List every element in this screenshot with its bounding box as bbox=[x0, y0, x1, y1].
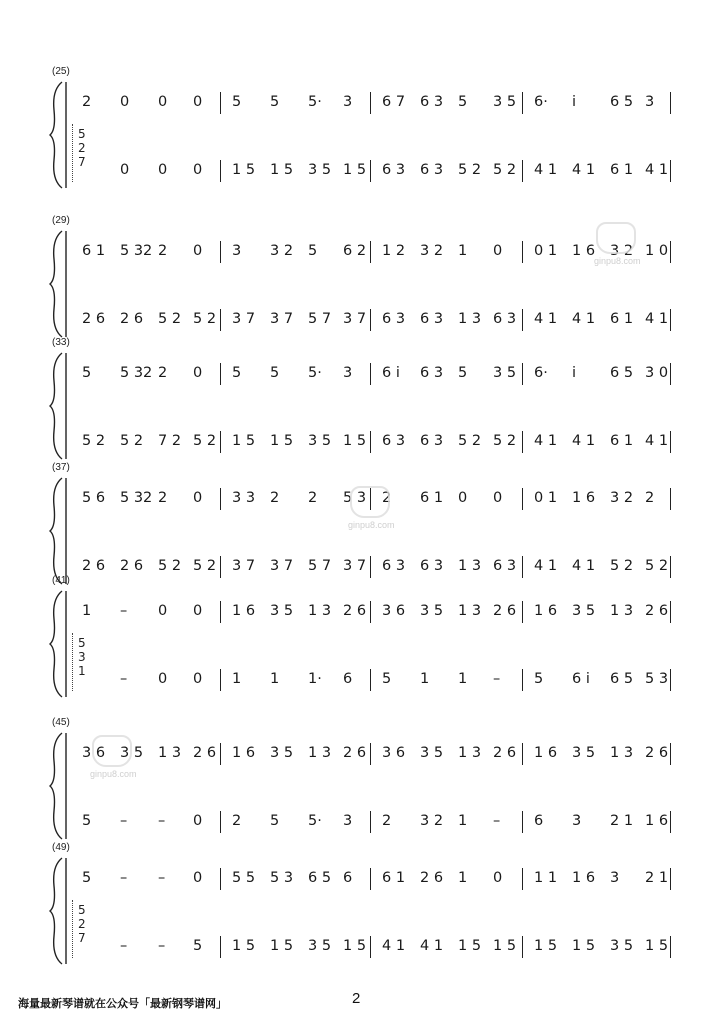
watermark-logo bbox=[92, 735, 132, 767]
bar-line bbox=[670, 241, 671, 263]
note-group: 3 0 bbox=[645, 365, 669, 381]
note-group: 3 5 bbox=[270, 745, 294, 761]
note-group: 0 bbox=[193, 243, 203, 259]
treble-staff bbox=[70, 237, 670, 265]
note-group: 0 bbox=[193, 870, 203, 886]
note-group: – bbox=[158, 813, 166, 829]
bass-staff bbox=[70, 932, 670, 960]
system-brace bbox=[48, 856, 68, 966]
note-group: 1 5 bbox=[343, 162, 367, 178]
note-group: 1 5 bbox=[232, 938, 256, 954]
note-group: 1 3 bbox=[458, 558, 482, 574]
note-group: 1 3 bbox=[158, 745, 182, 761]
measure-number: (45) bbox=[52, 717, 70, 728]
note-group: 3 2 bbox=[270, 243, 294, 259]
note-group: 3 5 bbox=[308, 433, 332, 449]
system-brace bbox=[48, 351, 68, 461]
note-group: 3 6 bbox=[382, 603, 406, 619]
note-group: 6 7 bbox=[382, 94, 406, 110]
note-group: 5 bbox=[270, 94, 280, 110]
note-group: 3 5 bbox=[120, 745, 144, 761]
note-group: 2 1 bbox=[610, 813, 634, 829]
note-group: – bbox=[120, 603, 128, 619]
note-group: 5 2 bbox=[458, 162, 482, 178]
note-group: 2 6 bbox=[493, 745, 517, 761]
treble-staff bbox=[70, 88, 670, 116]
note-group: 3 5 bbox=[610, 938, 634, 954]
note-group: 4 1 bbox=[645, 162, 669, 178]
bar-line bbox=[670, 669, 671, 691]
note-group: 3 bbox=[645, 94, 655, 110]
note-group: 2 6 bbox=[120, 311, 144, 327]
note-group: 5 2 bbox=[120, 433, 144, 449]
note-group: 4 1 bbox=[572, 558, 596, 574]
note-group: 2 6 bbox=[420, 870, 444, 886]
chord-note: 5 bbox=[78, 636, 86, 650]
arpeggio-line bbox=[72, 124, 75, 182]
chord-note: 7 bbox=[78, 155, 86, 169]
measure-number: (33) bbox=[52, 337, 70, 348]
note-group: 1 6 bbox=[572, 490, 596, 506]
note-group: 0 bbox=[193, 365, 203, 381]
bar-line bbox=[670, 743, 671, 765]
note-group: 2 6 bbox=[645, 745, 669, 761]
note-group: 6 bbox=[534, 813, 544, 829]
arpeggio-line bbox=[72, 633, 75, 691]
note-group: 1 1 bbox=[534, 870, 558, 886]
note-group: 5 bbox=[82, 870, 92, 886]
watermark-text: ginpu8.com bbox=[348, 520, 395, 530]
note-group: 1 bbox=[232, 671, 242, 687]
bass-staff bbox=[70, 156, 670, 184]
note-group: 4 1 bbox=[420, 938, 444, 954]
bass-staff bbox=[70, 427, 670, 455]
note-group: 6 i bbox=[382, 365, 400, 381]
note-group: 3 5 bbox=[308, 162, 332, 178]
note-group: 1 bbox=[458, 671, 468, 687]
note-group: 5 bbox=[232, 94, 242, 110]
note-group: 3 5 bbox=[493, 365, 517, 381]
note-group: 1 3 bbox=[458, 745, 482, 761]
note-group: 2 1 bbox=[645, 870, 669, 886]
score-system bbox=[0, 842, 725, 967]
note-group: 1 bbox=[458, 813, 468, 829]
chord-note: 2 bbox=[78, 141, 86, 155]
note-group: 0 bbox=[120, 162, 130, 178]
note-group: 1 3 bbox=[308, 745, 332, 761]
note-group: 5 2 bbox=[493, 433, 517, 449]
note-group: 1 5 bbox=[343, 433, 367, 449]
note-group: 6 3 bbox=[420, 94, 444, 110]
note-group: 2 bbox=[382, 813, 392, 829]
note-group: 5 2 bbox=[193, 558, 217, 574]
bass-staff bbox=[70, 305, 670, 333]
note-group: i bbox=[572, 365, 577, 381]
note-group: 0 bbox=[193, 162, 203, 178]
note-group: 5· bbox=[308, 813, 322, 829]
note-group: 4 1 bbox=[645, 311, 669, 327]
watermark-logo bbox=[350, 486, 390, 518]
note-group: 1 5 bbox=[270, 162, 294, 178]
note-group: 5 2 bbox=[158, 311, 182, 327]
note-group: 5 2 bbox=[82, 433, 106, 449]
note-group: – bbox=[158, 870, 166, 886]
note-group: 1 2 bbox=[382, 243, 406, 259]
note-group: 1 6 bbox=[232, 745, 256, 761]
note-group: 6 3 bbox=[382, 433, 406, 449]
note-group: 1 5 bbox=[534, 938, 558, 954]
note-group: 3 2 bbox=[420, 243, 444, 259]
note-group: 6 1 bbox=[420, 490, 444, 506]
note-group: 5· bbox=[308, 365, 322, 381]
note-group: 1 6 bbox=[534, 745, 558, 761]
note-group: 5 2 bbox=[193, 311, 217, 327]
note-group: 2 6 bbox=[343, 603, 367, 619]
system-brace bbox=[48, 589, 68, 699]
note-group: 6 bbox=[343, 671, 353, 687]
note-group: 7 2 bbox=[158, 433, 182, 449]
note-group: 6· bbox=[534, 94, 548, 110]
note-group: 2 6 bbox=[120, 558, 144, 574]
note-group: 6 1 bbox=[610, 433, 634, 449]
note-group: – bbox=[120, 870, 128, 886]
note-group: 4 1 bbox=[534, 162, 558, 178]
note-group: 6 2 bbox=[343, 243, 367, 259]
treble-staff bbox=[70, 864, 670, 892]
bar-line bbox=[670, 363, 671, 385]
note-group: 5 7 bbox=[308, 558, 332, 574]
chord-note: 3 bbox=[78, 650, 86, 664]
note-group: 0 bbox=[493, 243, 503, 259]
note-group: 5 bbox=[82, 365, 92, 381]
treble-staff bbox=[70, 597, 670, 625]
note-group: 1 bbox=[270, 671, 280, 687]
note-group: 1 5 bbox=[232, 433, 256, 449]
score-system bbox=[0, 66, 725, 191]
note-group: 1 6 bbox=[572, 870, 596, 886]
watermark-text: ginpu8.com bbox=[594, 256, 641, 266]
note-group: – bbox=[493, 813, 501, 829]
note-group: 3 bbox=[610, 870, 620, 886]
note-group: 1 5 bbox=[645, 938, 669, 954]
note-group: 5 2 bbox=[645, 558, 669, 574]
note-group: 6 5 bbox=[308, 870, 332, 886]
system-brace bbox=[48, 229, 68, 339]
note-group: 5 2 bbox=[610, 558, 634, 574]
note-group: 3 5 bbox=[493, 94, 517, 110]
note-group: 3 5 bbox=[270, 603, 294, 619]
note-group: – bbox=[158, 938, 166, 954]
note-group: 1 5 bbox=[232, 162, 256, 178]
note-group: 5 bbox=[458, 94, 468, 110]
system-brace bbox=[48, 80, 68, 190]
note-group: 2 bbox=[382, 490, 392, 506]
note-group: 2 bbox=[645, 490, 655, 506]
note-group: 6 1 bbox=[610, 311, 634, 327]
note-group: – bbox=[120, 813, 128, 829]
note-group: 6 3 bbox=[382, 162, 406, 178]
note-group: 5 2 bbox=[458, 433, 482, 449]
note-group: 0 bbox=[493, 490, 503, 506]
measure-number: (37) bbox=[52, 462, 70, 473]
note-group: 0 bbox=[458, 490, 468, 506]
note-group: 1 5 bbox=[458, 938, 482, 954]
bar-line bbox=[670, 431, 671, 453]
note-group: 3 3 bbox=[232, 490, 256, 506]
note-group: 5 2 bbox=[193, 433, 217, 449]
note-group: 3 bbox=[343, 94, 353, 110]
note-group: 5 bbox=[270, 813, 280, 829]
note-group: 1 5 bbox=[343, 938, 367, 954]
note-group: 1 5 bbox=[572, 938, 596, 954]
note-group: 4 1 bbox=[572, 162, 596, 178]
bar-line bbox=[670, 309, 671, 331]
chord-note: 5 bbox=[78, 127, 86, 141]
note-group: 3 6 bbox=[82, 745, 106, 761]
note-group: 5 32 bbox=[120, 243, 153, 259]
note-group: 1 6 bbox=[645, 813, 669, 829]
note-group: 1 6 bbox=[232, 603, 256, 619]
note-group: 1 bbox=[458, 870, 468, 886]
note-group: 1 0 bbox=[645, 243, 669, 259]
note-group: 3 2 bbox=[610, 243, 634, 259]
note-group: 5 bbox=[308, 243, 318, 259]
note-group: 1 bbox=[420, 671, 430, 687]
note-group: 2 bbox=[158, 490, 168, 506]
system-brace bbox=[48, 731, 68, 841]
chord-note: 7 bbox=[78, 931, 86, 945]
note-group: 2 bbox=[158, 243, 168, 259]
system-brace bbox=[48, 476, 68, 586]
note-group: 6 3 bbox=[420, 558, 444, 574]
note-group: 0 bbox=[158, 162, 168, 178]
note-group: 0 bbox=[493, 870, 503, 886]
chord-note: 5 bbox=[78, 903, 86, 917]
chord-note: 1 bbox=[78, 664, 86, 678]
note-group: 3 5 bbox=[308, 938, 332, 954]
watermark-logo bbox=[596, 222, 636, 254]
note-group: 5 bbox=[382, 671, 392, 687]
note-group: 6 1 bbox=[382, 870, 406, 886]
note-group: 5 3 bbox=[270, 870, 294, 886]
note-group: 0 bbox=[193, 490, 203, 506]
note-group: 1 6 bbox=[534, 603, 558, 619]
measure-number: (41) bbox=[52, 575, 70, 586]
note-group: 5 3 bbox=[645, 671, 669, 687]
note-group: 3 7 bbox=[270, 311, 294, 327]
note-group: 1· bbox=[308, 671, 322, 687]
note-group: 4 1 bbox=[534, 433, 558, 449]
note-group: 6 3 bbox=[420, 433, 444, 449]
note-group: 6 3 bbox=[382, 558, 406, 574]
note-group: 5 bbox=[458, 365, 468, 381]
note-group: 6 5 bbox=[610, 94, 634, 110]
note-group: 6 3 bbox=[420, 162, 444, 178]
note-group: 3 7 bbox=[232, 311, 256, 327]
note-group: 1 3 bbox=[610, 745, 634, 761]
note-group: 3 5 bbox=[420, 745, 444, 761]
note-group: 5 5 bbox=[232, 870, 256, 886]
note-group: 6 3 bbox=[420, 311, 444, 327]
note-group: 5 32 bbox=[120, 365, 153, 381]
score-system bbox=[0, 337, 725, 462]
bass-staff bbox=[70, 665, 670, 693]
note-group: 6 3 bbox=[420, 365, 444, 381]
bar-line bbox=[670, 936, 671, 958]
note-group: 3 7 bbox=[232, 558, 256, 574]
note-group: 2 bbox=[82, 94, 92, 110]
watermark-text: ginpu8.com bbox=[90, 769, 137, 779]
note-group: 3 5 bbox=[572, 745, 596, 761]
note-group: 4 1 bbox=[572, 311, 596, 327]
note-group: 0 bbox=[193, 671, 203, 687]
note-group: 3 2 bbox=[420, 813, 444, 829]
note-group: 4 1 bbox=[572, 433, 596, 449]
note-group: 0 bbox=[158, 603, 168, 619]
bar-line bbox=[670, 92, 671, 114]
note-group: 6 5 bbox=[610, 365, 634, 381]
note-group: 4 1 bbox=[534, 558, 558, 574]
note-group: – bbox=[493, 671, 501, 687]
note-group: 3 bbox=[232, 243, 242, 259]
note-group: 1 6 bbox=[572, 243, 596, 259]
note-group: 4 1 bbox=[534, 311, 558, 327]
chord-note: 2 bbox=[78, 917, 86, 931]
note-group: 2 bbox=[308, 490, 318, 506]
page-number: 2 bbox=[352, 990, 361, 1007]
note-group: 4 1 bbox=[645, 433, 669, 449]
note-group: 3 bbox=[343, 365, 353, 381]
bar-line bbox=[670, 811, 671, 833]
note-group: – bbox=[120, 938, 128, 954]
note-group: 5 bbox=[534, 671, 544, 687]
treble-staff bbox=[70, 359, 670, 387]
note-group: 2 6 bbox=[82, 558, 106, 574]
note-group: 5 32 bbox=[120, 490, 153, 506]
note-group: 5· bbox=[308, 94, 322, 110]
note-group: – bbox=[120, 671, 128, 687]
note-group: i bbox=[572, 94, 577, 110]
note-group: 1 5 bbox=[270, 938, 294, 954]
note-group: 5 2 bbox=[493, 162, 517, 178]
note-group: 0 bbox=[158, 671, 168, 687]
bar-line bbox=[670, 488, 671, 510]
note-group: 2 6 bbox=[82, 311, 106, 327]
bass-staff bbox=[70, 807, 670, 835]
note-group: 3 5 bbox=[420, 603, 444, 619]
note-group: 2 bbox=[232, 813, 242, 829]
note-group: 5 6 bbox=[82, 490, 106, 506]
bar-line bbox=[670, 601, 671, 623]
note-group: 6 1 bbox=[610, 162, 634, 178]
note-group: 3 7 bbox=[343, 311, 367, 327]
treble-staff bbox=[70, 739, 670, 767]
note-group: 0 bbox=[158, 94, 168, 110]
note-group: 2 6 bbox=[193, 745, 217, 761]
note-group: 3 7 bbox=[270, 558, 294, 574]
note-group: 5 7 bbox=[308, 311, 332, 327]
note-group: 3 2 bbox=[610, 490, 634, 506]
note-group: 6· bbox=[534, 365, 548, 381]
note-group: 1 5 bbox=[270, 433, 294, 449]
note-group: 0 1 bbox=[534, 243, 558, 259]
note-group: 5 bbox=[82, 813, 92, 829]
note-group: 6 5 bbox=[610, 671, 634, 687]
note-group: 2 6 bbox=[493, 603, 517, 619]
note-group: 3 bbox=[572, 813, 582, 829]
note-group: 4 1 bbox=[382, 938, 406, 954]
note-group: 0 bbox=[193, 603, 203, 619]
note-group: 1 3 bbox=[308, 603, 332, 619]
measure-number: (25) bbox=[52, 66, 70, 77]
note-group: 1 5 bbox=[493, 938, 517, 954]
bar-line bbox=[670, 868, 671, 890]
note-group: 3 7 bbox=[343, 558, 367, 574]
note-group: 6 1 bbox=[82, 243, 106, 259]
measure-number: (29) bbox=[52, 215, 70, 226]
note-group: 0 bbox=[120, 94, 130, 110]
note-group: 0 bbox=[193, 813, 203, 829]
arpeggio-line bbox=[72, 900, 75, 958]
note-group: 6 3 bbox=[493, 311, 517, 327]
note-group: 1 3 bbox=[610, 603, 634, 619]
note-group: 6 3 bbox=[382, 311, 406, 327]
note-group: 2 6 bbox=[645, 603, 669, 619]
note-group: 5 bbox=[193, 938, 203, 954]
measure-number: (49) bbox=[52, 842, 70, 853]
note-group: 3 6 bbox=[382, 745, 406, 761]
note-group: 5 bbox=[270, 365, 280, 381]
note-group: 1 bbox=[458, 243, 468, 259]
note-group: 3 bbox=[343, 813, 353, 829]
note-group: 6 bbox=[343, 870, 353, 886]
note-group: 6 i bbox=[572, 671, 590, 687]
score-system bbox=[0, 575, 725, 700]
note-group: 2 6 bbox=[343, 745, 367, 761]
note-group: 5 2 bbox=[158, 558, 182, 574]
note-group: 0 1 bbox=[534, 490, 558, 506]
note-group: 2 bbox=[158, 365, 168, 381]
note-group: 1 3 bbox=[458, 311, 482, 327]
note-group: 3 5 bbox=[572, 603, 596, 619]
bar-line bbox=[670, 160, 671, 182]
note-group: 5 bbox=[232, 365, 242, 381]
note-group: 1 bbox=[82, 603, 92, 619]
note-group: 2 bbox=[270, 490, 280, 506]
note-group: 0 bbox=[193, 94, 203, 110]
note-group: 5 3 bbox=[343, 490, 367, 506]
footer-text: 海量最新琴谱就在公众号「最新钢琴谱网」 bbox=[18, 997, 227, 1010]
note-group: 1 3 bbox=[458, 603, 482, 619]
note-group: 6 3 bbox=[493, 558, 517, 574]
